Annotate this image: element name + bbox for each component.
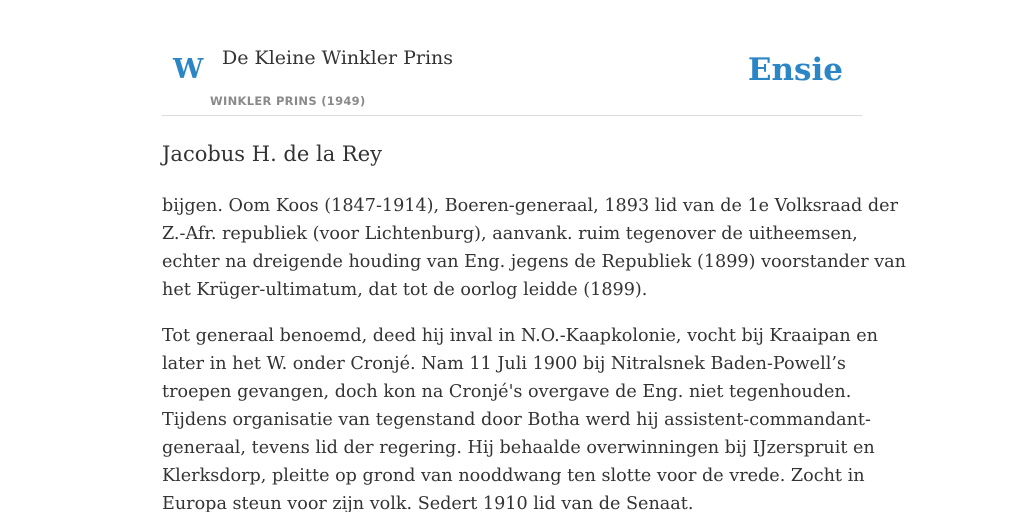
- text-line: troepen gevangen, doch kon na Cronjé's overgave de Eng. niet tegenhouden.: [162, 382, 852, 402]
- text-line: Tot generaal benoemd, deed hij inval in N.O.-Kaapkolonie, vocht bij Kraaipan en: [162, 326, 878, 346]
- paragraph-2: [162, 322, 878, 512]
- text-line: Z.-Afr. republiek (voor Lichtenburg), aanvank. ruim tegenover de uitheemsen,: [162, 224, 858, 244]
- text-line: echter na dreigende houding van Eng. jegens de Republiek (1899) voorstander van: [162, 252, 906, 272]
- paragraph-1: [162, 192, 906, 304]
- text-line: Klerksdorp, pleitte op grond van nooddwang ten slotte voor de vrede. Zocht in: [162, 466, 865, 486]
- book-logo[interactable]: W: [173, 54, 204, 85]
- article-body: [162, 192, 906, 512]
- text-line: Europa steun voor zijn volk. Sedert 1910 lid van de Senaat.: [162, 494, 694, 512]
- text-line: generaal, tevens lid der regering. Hij behaalde overwinningen bij IJzerspruit en: [162, 438, 875, 458]
- header: [162, 40, 862, 116]
- source-label: WINKLER PRINS (1949): [210, 94, 366, 108]
- text-line: Tijdens organisatie van tegenstand door Botha werd hij assistent-commandant-: [162, 410, 871, 430]
- entry-title: Jacobus H. de la Rey: [162, 142, 382, 166]
- brand-logo[interactable]: Ensie: [747, 52, 843, 88]
- book-title-link[interactable]: De Kleine Winkler Prins: [222, 47, 454, 69]
- text-line: bijgen. Oom Koos (1847-1914), Boeren-generaal, 1893 lid van de 1e Volksraad der: [162, 196, 898, 216]
- text-line: het Krüger-ultimatum, dat tot de oorlog leidde (1899).: [162, 280, 648, 300]
- text-line: later in het W. onder Cronjé. Nam 11 Juli 1900 bij Nitralsnek Baden-Powell’s: [162, 354, 846, 374]
